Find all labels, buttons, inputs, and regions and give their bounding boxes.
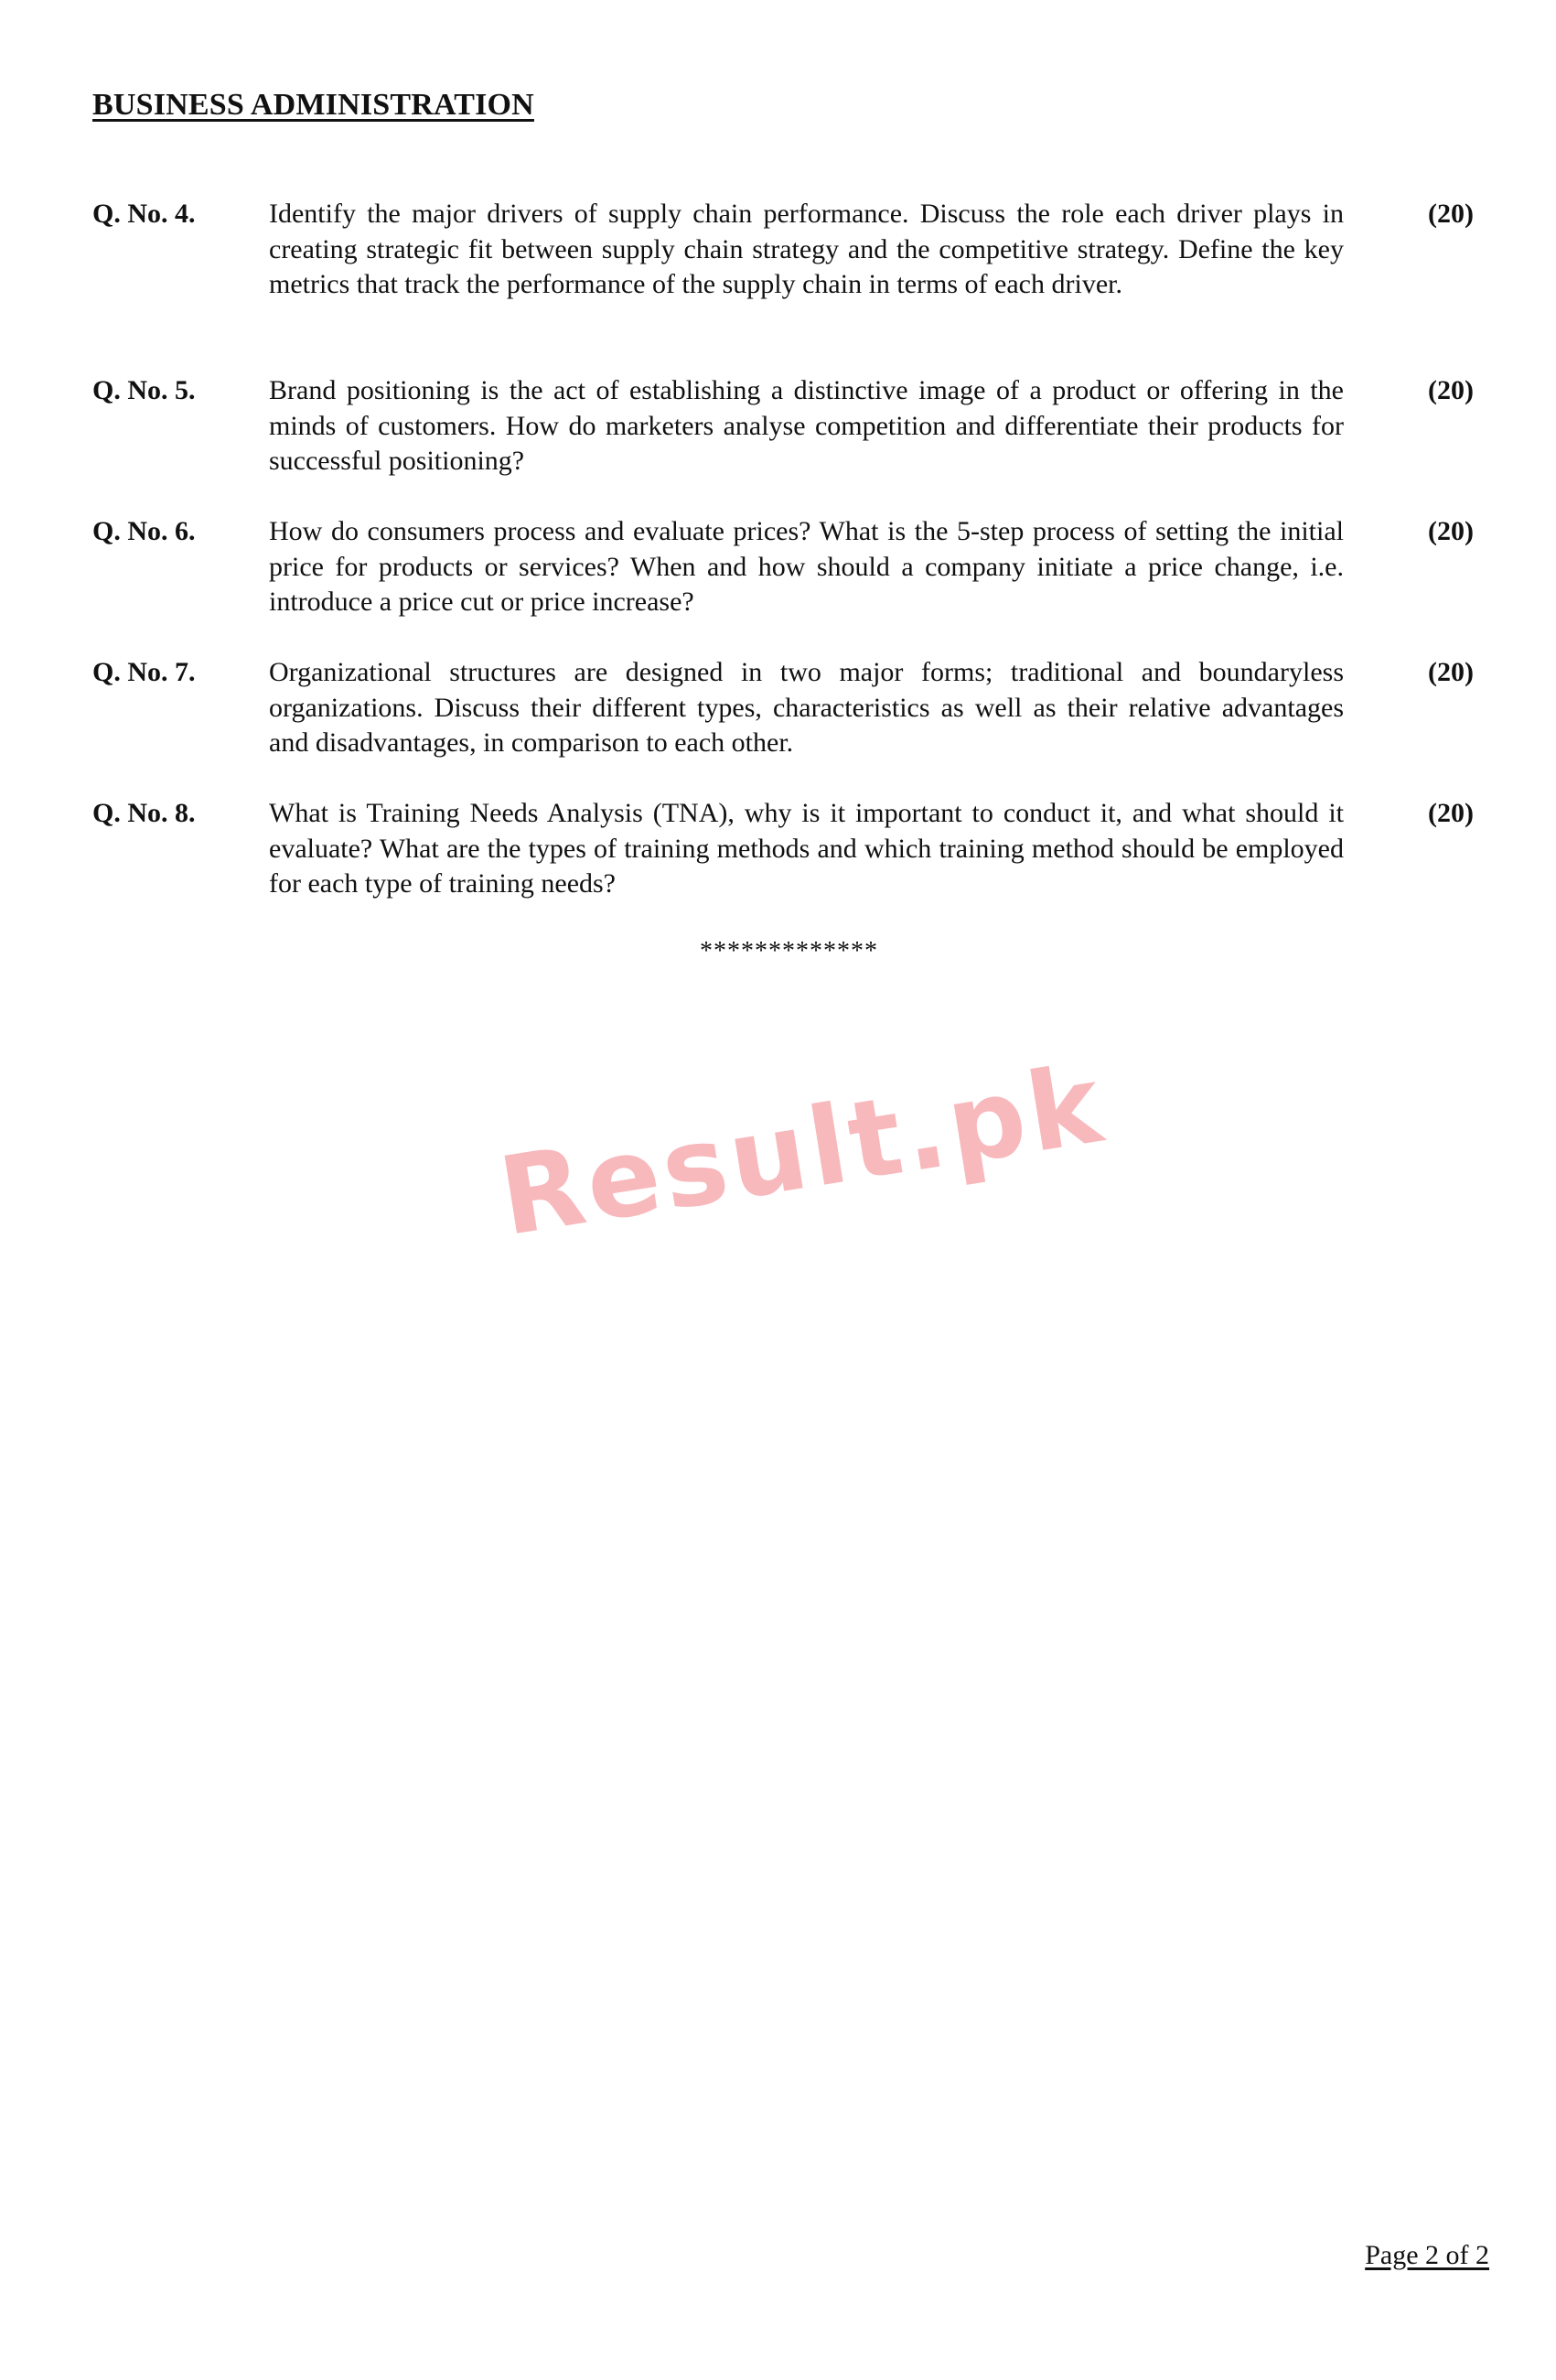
question-number: Q. No. 6. <box>92 516 196 546</box>
question-number: Q. No. 4. <box>92 199 196 229</box>
question-marks: (20) <box>1428 798 1474 828</box>
question-text: Identify the major drivers of supply chain performance. Discuss the role each driver plays in creating strategic fit between supply chain strategy and the competitive strategy. Define the key metrics that track the performance of the supply chain in terms of each driver. <box>269 199 1344 299</box>
question-marks: (20) <box>1428 199 1474 229</box>
watermark: Result.pk <box>491 1039 1113 1261</box>
question-text: Brand positioning is the act of establishing a distinctive image of a product or offering in the minds of customers. How do marketers analyse competition and differentiate their products for successful positioning? <box>269 375 1344 476</box>
question-text: How do consumers process and evaluate prices? What is the 5-step process of setting the initial price for products or services? When and how should a company initiate a price change, i.e. introduce a price cut or price increase? <box>269 516 1344 617</box>
subject-title: BUSINESS ADMINISTRATION <box>92 88 534 122</box>
question-number: Q. No. 8. <box>92 798 196 828</box>
end-of-paper-marker: ************* <box>700 937 878 965</box>
question-marks: (20) <box>1428 657 1474 687</box>
question-text: Organizational structures are designed in two major forms; traditional and boundaryless organizations. Discuss their different types, characteristics as well as their relative advantages and disadvantages, in comparison to each other. <box>269 657 1344 758</box>
question-marks: (20) <box>1428 516 1474 546</box>
question-number: Q. No. 7. <box>92 657 196 687</box>
question-marks: (20) <box>1428 375 1474 405</box>
question-text: What is Training Needs Analysis (TNA), why is it important to conduct it, and what should it evaluate? What are the types of training methods and which training method should be employed for each type of training needs? <box>269 798 1344 899</box>
question-number: Q. No. 5. <box>92 375 196 405</box>
page-number: Page 2 of 2 <box>1365 2240 1489 2270</box>
